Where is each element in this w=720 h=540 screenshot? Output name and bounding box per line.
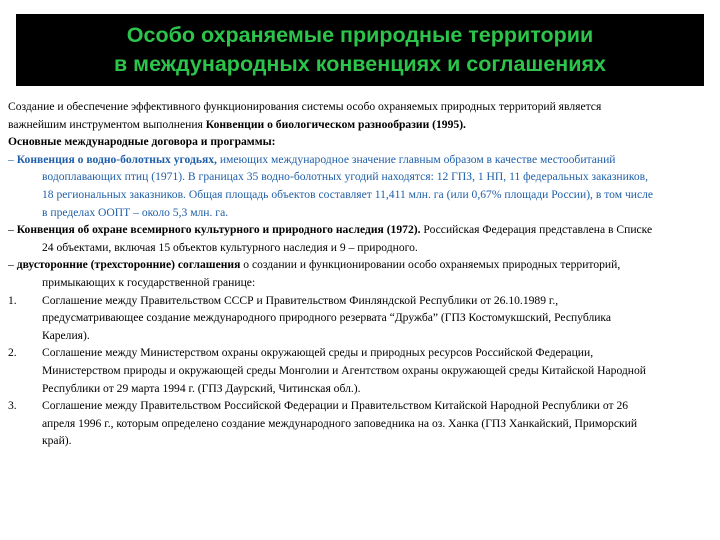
agreement-item-3 — [8, 397, 658, 450]
ramsar-item — [8, 151, 658, 221]
ramsar-bold: Конвенция о водно-болотных угодьях, — [16, 152, 217, 166]
title-line-2: в международных конвенциях и соглашениях — [113, 52, 606, 76]
bilateral-bold: двусторонние (трехсторонние) соглашения — [16, 258, 241, 272]
slide-title — [16, 14, 704, 86]
agreement-text-1: Соглашение между Правительством СССР и Правительством Финляндской Республики от 26.10.1989 г., предусматривающее создание международного природного резервата “Дружба” (ГПЗ Костомукшский, Республика Карелия). — [42, 293, 612, 342]
intro-text: Создание и обеспечение эффективного функционирования системы особо охраняемых природных территорий является важнейшим инструментом выполнения — [8, 100, 602, 131]
heritage-text: Российская Федерация представлена в Списке 24 объектами, включая 15 объектов культурного наследия и 9 – природного. — [42, 223, 653, 254]
bilateral-text: о создании и функционировании особо охраняемых природных территорий, примыкающих к государственной границе: — [42, 258, 621, 289]
heritage-bold: Конвенция об охране всемирного культурного и природного наследия (1972). — [16, 223, 421, 237]
heritage-dash: – — [8, 223, 17, 237]
intro-paragraph — [8, 98, 658, 133]
agreement-text-3: Соглашение между Правительством Российской Федерации и Правительством Китайской Народной Республики от 26 апреля 1996 г., которым определено создание международного заповедника на оз. Ханка (ГПЗ Ханкайский, Приморский край). — [42, 399, 638, 448]
slide-body — [8, 98, 658, 450]
agreement-item-2 — [8, 344, 658, 397]
section-heading — [8, 133, 658, 151]
intro-bold: Конвенции о биологическом разнообразии (1995). — [205, 117, 466, 131]
bilateral-item — [8, 256, 658, 291]
ramsar-text: имеющих международное значение главным образом в качестве местообитаний водоплавающих птиц (1971). В границах 35 водно-болотных угодий находятся: 12 ГПЗ, 1 НП, 11 федеральных заказников, 18 региональных заказников. Общая площадь объектов составляет 11,411 млн. га (или 0,67% площади России), в том числе в пределах ООПТ – около 5,3 млн. га. — [42, 152, 654, 219]
agreement-number-3: 3. — [8, 399, 17, 413]
agreement-text-2: Соглашение между Министерством охраны окружающей среды и природных ресурсов Российской Федерации, Министерством природы и окружающей среды Монголии и Агентством охраны окружающей среды Китайской Народной Республики от 29 марта 1994 г. (ГПЗ Даурский, Читинская обл.). — [42, 346, 647, 395]
heritage-item — [8, 221, 658, 256]
agreement-number-2: 2. — [8, 346, 17, 360]
bilateral-dash: – — [8, 258, 17, 272]
section-heading-text: Основные международные договора и программы: — [8, 135, 276, 149]
agreement-item-1 — [8, 292, 658, 345]
agreement-number-1: 1. — [8, 293, 17, 307]
ramsar-dash: – — [8, 152, 17, 166]
title-line-1: Особо охраняемые природные территории — [126, 23, 594, 47]
